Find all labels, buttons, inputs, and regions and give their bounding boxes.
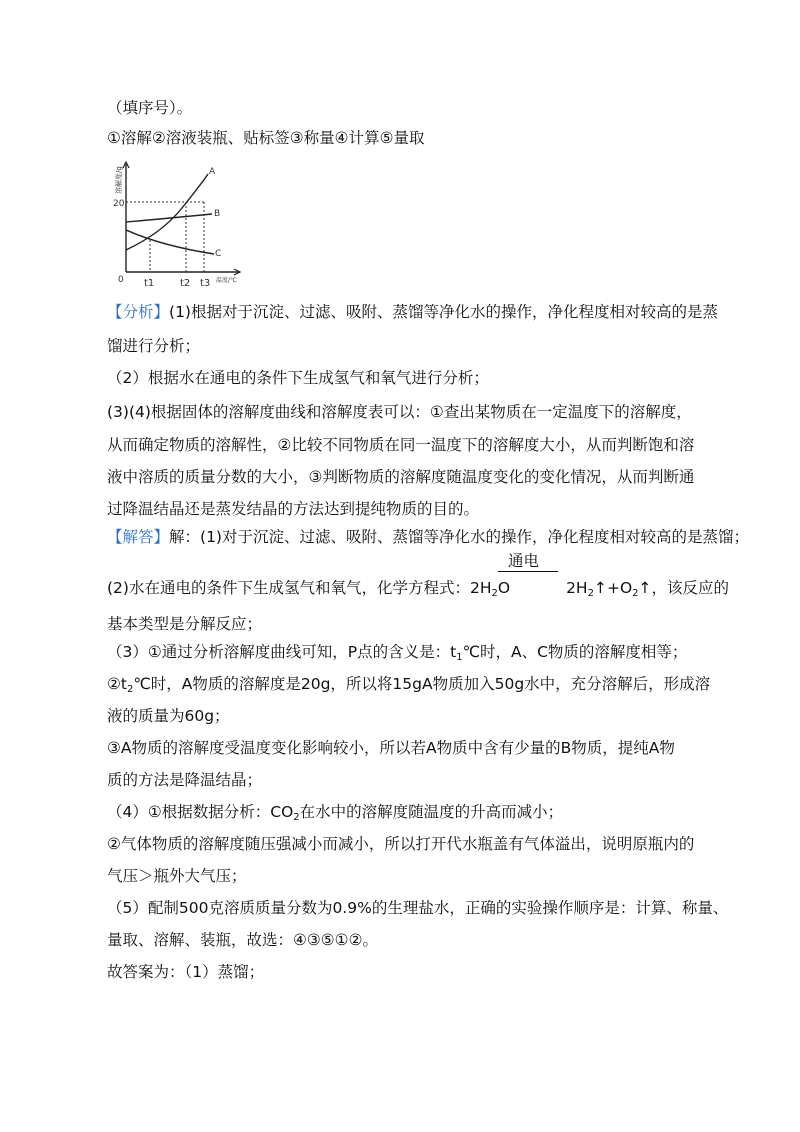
curve-b	[126, 214, 212, 222]
x-axis-label: 温度/℃	[216, 277, 237, 284]
text-line: 故答案为：（1）蒸馏；	[107, 963, 265, 981]
text-line: ①溶解②溶液装瓶、贴标签③称量④计算⑤量取	[107, 129, 425, 147]
y-axis-label: 溶解度/g	[115, 166, 123, 194]
origin-label: 0	[118, 275, 124, 285]
text-line: $②t_2℃$时，A物质的溶解度是20g，所以将15gA物质加入50g水中，充分溶解后，形成溶	[107, 675, 711, 695]
text-line: 基本类型是分解反应；	[107, 615, 263, 633]
text-line: 从而确定物质的溶解性，②比较不同物质在同一温度下的溶解度大小，从而判断饱和溶	[107, 436, 695, 454]
x-tick-label: t2	[180, 278, 191, 289]
text-line: 液的质量为60g；	[107, 707, 230, 725]
answer-tag: 【解答】	[107, 528, 170, 546]
curve-c	[126, 230, 214, 254]
text-line: ③A物质的溶解度受温度变化影响较小，所以若A物质中含有少量的B物质，提纯A物	[107, 739, 675, 757]
text-line: 质的方法是降温结晶；	[107, 771, 263, 789]
solubility-chart	[112, 158, 252, 290]
text-line: (3)(4)根据固体的溶解度曲线和溶解度表可以：①查出某物质在一定温度下的溶解度，	[107, 403, 692, 421]
answer-line: 【解答】解：(1)对于沉淀、过滤、吸附、蒸馏等净化水的操作，净化程度相对较高的是蒸馏；	[107, 528, 749, 546]
eq-condition: 通电	[508, 552, 540, 570]
text-line: （4）①根据数据分析：$CO_2$在水中的溶解度随温度的升高而减小；	[107, 803, 564, 823]
text-line: 气压＞瓶外大气压；	[107, 867, 247, 885]
text-line: （5）配制500克溶质质量分数为0.9%的生理盐水，正确的实验操作顺序是：计算、称量、	[107, 899, 729, 917]
text-line: 馏进行分析；	[107, 337, 201, 355]
curve-a	[126, 174, 208, 250]
text-line: 量取、溶解、装瓶，故选：④③⑤①②。	[107, 931, 378, 949]
text-line: 过降温结晶还是蒸发结晶的方法达到提纯物质的目的。	[107, 500, 480, 518]
text-line: ②气体物质的溶解度随压强减小而减小，所以打开代水瓶盖有气体溢出，说明原瓶内的	[107, 835, 695, 853]
y-tick-label: 20	[113, 199, 125, 209]
text-line: （3）①通过分析溶解度曲线可知，P点的含义是：$t_1℃$时，A、C物质的溶解度相等；	[107, 643, 688, 663]
text-line: （填序号）。	[107, 99, 193, 117]
analysis-tag: 【分析】	[107, 303, 170, 321]
eq-arrow-line	[498, 571, 558, 572]
x-tick-label: t3	[200, 278, 211, 289]
curve-label-b: B	[214, 209, 221, 219]
text-line: 液中溶质的质量分数的大小，③判断物质的溶解度随温度变化的变化情况，从而判断通	[107, 468, 695, 486]
x-tick-label: t1	[144, 278, 155, 289]
equation-line: (2)水在通电的条件下生成氢气和氧气，化学方程式：$2H_2O$ $2H_2↑+O_2↑$，该反应的	[107, 579, 730, 599]
curve-label-c: C	[215, 249, 222, 259]
curve-label-a: A	[209, 167, 216, 177]
analysis-line: 【分析】(1)根据对于沉淀、过滤、吸附、蒸馏等净化水的操作，净化程度相对较高的是蒸	[107, 303, 718, 321]
text-line: （2）根据水在通电的条件下生成氢气和氧气进行分析；	[107, 369, 489, 387]
